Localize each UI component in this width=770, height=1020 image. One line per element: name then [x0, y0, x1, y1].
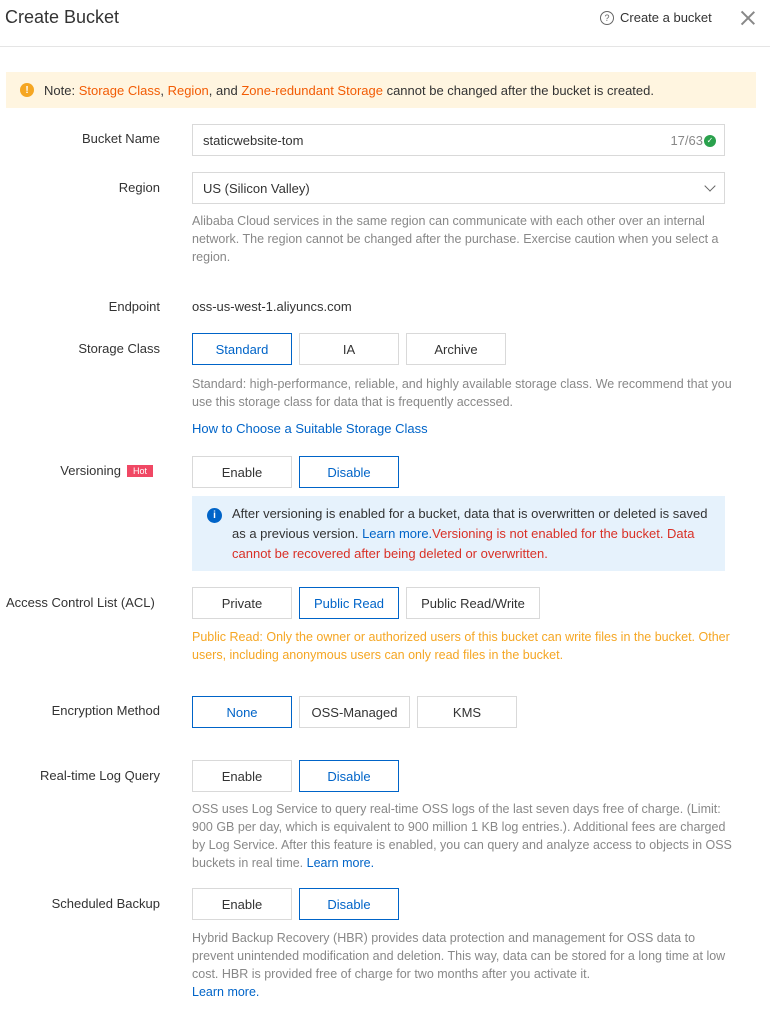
storage-class-help: Standard: high-performance, reliable, and highly available storage class. We recommend that you use this storage class for data that is frequently accessed.: [192, 377, 732, 409]
note-sep1: ,: [160, 82, 168, 98]
help-link[interactable]: [600, 10, 712, 25]
encryption-oss-managed-button[interactable]: OSS-Managed: [299, 696, 410, 728]
note-sep2: , and: [208, 82, 242, 98]
versioning-warning: Versioning is not enabled for the bucket. Data cannot be recovered after being deleted or overwritten.: [232, 526, 695, 561]
note-banner: [6, 72, 756, 108]
acl-public-read-button[interactable]: Public Read: [299, 587, 399, 619]
log-query-help-text: OSS uses Log Service to query real-time OSS logs of the last seven days free of charge. (Limit: 900 GB per day, which is equivalent to 900 million 1 KB log entries.). Additional fees are charged by Log Service. After this feature is enabled, you can query and analyze access to objects in OSS buckets in real time.: [192, 802, 732, 870]
versioning-label: Versioning: [60, 463, 121, 478]
note-suffix: cannot be changed after the bucket is created.: [382, 82, 654, 98]
acl-label: Access Control List (ACL): [6, 595, 155, 610]
note-text: [44, 83, 654, 98]
hot-badge: Hot: [127, 465, 153, 477]
region-select[interactable]: [192, 172, 725, 204]
versioning-info-text: After versioning is enabled for a bucket, data that is overwritten or deleted is saved as a previous version.: [232, 506, 708, 541]
storage-class-standard-button[interactable]: Standard: [192, 333, 292, 365]
log-query-help: [192, 800, 732, 872]
note-prefix: Note:: [44, 82, 79, 98]
bucket-name-counter: [670, 133, 716, 148]
acl-help: Public Read: Only the owner or authorized users of this bucket can write files in the bucket. Other users, including anonymous users can only read files in the bucket.: [192, 630, 730, 662]
warning-icon: !: [20, 83, 34, 97]
counter-text: 17/63: [670, 133, 703, 148]
dialog-title: Create Bucket: [5, 7, 120, 27]
acl-public-read-write-button[interactable]: Public Read/Write: [406, 587, 540, 619]
versioning-label-wrap: [0, 463, 153, 478]
close-icon[interactable]: [738, 8, 758, 28]
chevron-down-icon: [704, 180, 715, 191]
storage-class-archive-button[interactable]: Archive: [406, 333, 506, 365]
info-icon: i: [207, 508, 222, 523]
storage-class-ia-button[interactable]: IA: [299, 333, 399, 365]
region-value: US (Silicon Valley): [203, 180, 310, 196]
backup-help-text: Hybrid Backup Recovery (HBR) provides data protection and management for OSS data to prevent unintended modification and deletion. This way, data can be stored for a long time at low cost. HBR is provided free of charge for two months after you activate it.: [192, 931, 726, 981]
versioning-enable-button[interactable]: Enable: [192, 456, 292, 488]
acl-private-button[interactable]: Private: [192, 587, 292, 619]
log-query-label: Real-time Log Query: [40, 768, 160, 783]
log-query-learn-more-link[interactable]: Learn more.: [306, 856, 375, 870]
storage-class-label: Storage Class: [78, 341, 160, 356]
question-icon: ?: [600, 11, 614, 25]
backup-disable-button[interactable]: Disable: [299, 888, 399, 920]
log-query-disable-button[interactable]: Disable: [299, 760, 399, 792]
versioning-info-box: [192, 496, 725, 571]
backup-label: Scheduled Backup: [51, 896, 160, 911]
note-storage-class: Storage Class: [78, 82, 161, 98]
region-label: Region: [118, 180, 160, 195]
bucket-name-label: Bucket Name: [81, 131, 160, 146]
endpoint-value: oss-us-west-1.aliyuncs.com: [192, 299, 352, 314]
check-icon: ✓: [704, 135, 716, 147]
versioning-learn-more-link[interactable]: Learn more.: [362, 526, 433, 541]
region-help: Alibaba Cloud services in the same region can communicate with each other over an internal network. The region cannot be changed after the purchase. Exercise caution when you select a region.: [192, 214, 719, 264]
bucket-name-input[interactable]: [192, 124, 725, 156]
note-region: Region: [167, 82, 209, 98]
log-query-enable-button[interactable]: Enable: [192, 760, 292, 792]
backup-help: [192, 929, 732, 1001]
versioning-disable-button[interactable]: Disable: [299, 456, 399, 488]
backup-enable-button[interactable]: Enable: [192, 888, 292, 920]
encryption-none-button[interactable]: None: [192, 696, 292, 728]
dialog-header: [0, 0, 770, 47]
endpoint-label: Endpoint: [108, 299, 160, 314]
storage-class-guide-link[interactable]: How to Choose a Suitable Storage Class: [192, 421, 428, 436]
backup-learn-more-link[interactable]: Learn more.: [192, 985, 260, 999]
bucket-name-value: staticwebsite-tom: [203, 132, 304, 148]
help-label: Create a bucket: [620, 10, 712, 25]
encryption-label: Encryption Method: [51, 703, 160, 718]
note-zrs: Zone-redundant Storage: [241, 82, 383, 98]
encryption-kms-button[interactable]: KMS: [417, 696, 517, 728]
